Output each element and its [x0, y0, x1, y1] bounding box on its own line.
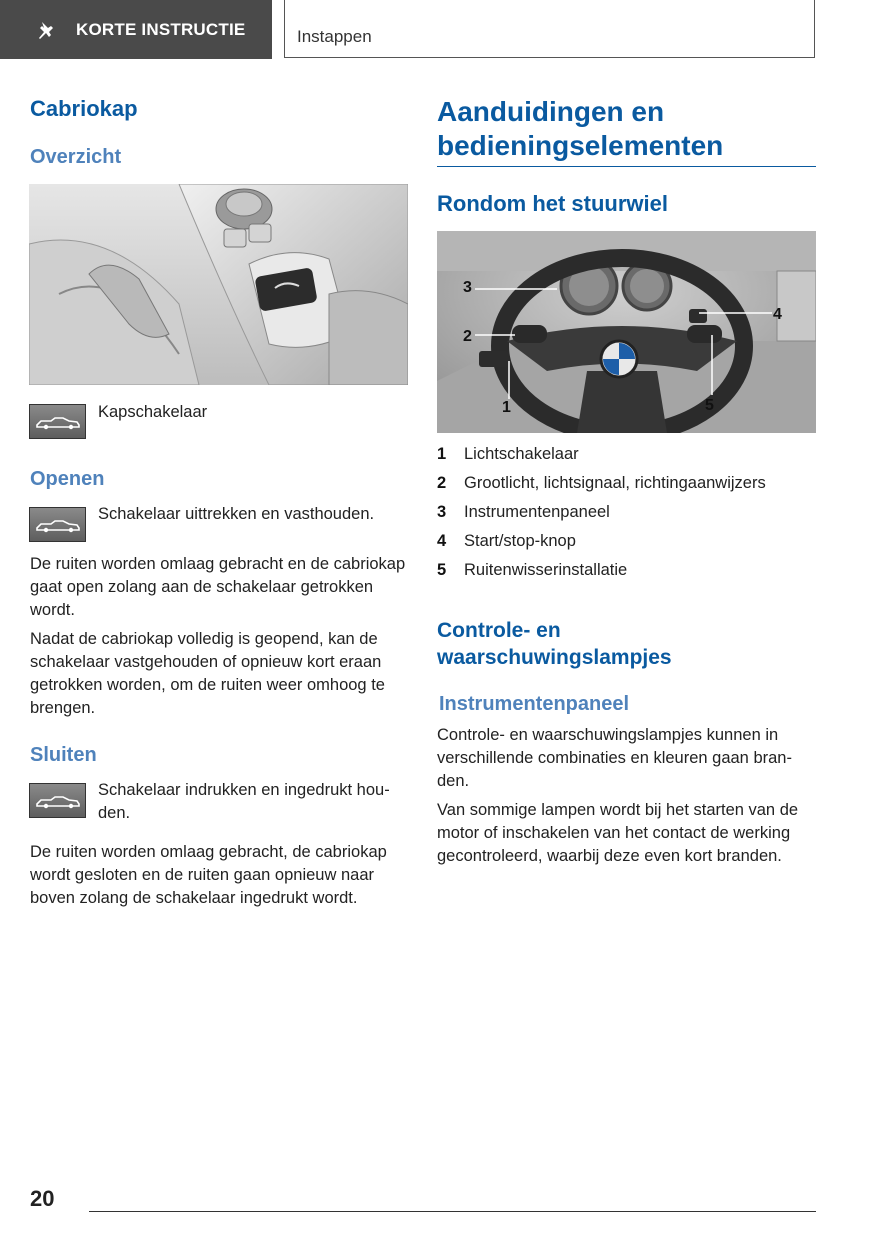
convertible-car-icon: [35, 517, 81, 533]
legend-item: [437, 556, 817, 585]
close-heading: Sluiten: [30, 744, 97, 766]
footer-rule: [89, 1211, 816, 1212]
legend-number: 3: [437, 503, 447, 521]
legend-label: Start/stop-knop: [464, 532, 576, 550]
legend-number: 2: [437, 474, 447, 492]
legend-number: 1: [437, 445, 447, 463]
callout-3: 3: [463, 279, 472, 296]
steering-legend: [437, 440, 817, 585]
instrument-panel-heading: Instrumentenpaneel: [439, 693, 630, 715]
section-label: KORTE INSTRUCTIE: [76, 19, 246, 39]
callout-5: 5: [705, 397, 714, 414]
open-paragraph-2: Nadat de cabriokap volledig is geopend, kan de schakelaar vastgehouden of opnieuw kort eraan getrokken worden, om de ruiten weer omhoog te brengen.: [30, 630, 385, 717]
console-illustration: [29, 184, 408, 385]
callout-4: 4: [773, 306, 782, 323]
title-rule: [437, 166, 816, 167]
lamps-paragraph-1: Controle- en waarschuwingslampjes kunnen in verschillende combinaties en kleuren gaan branden.: [437, 726, 792, 790]
open-heading: Openen: [30, 468, 105, 490]
callout-2: 2: [463, 328, 472, 345]
legend-item: [437, 469, 817, 498]
steering-heading: Rondom het stuurwiel: [437, 191, 668, 216]
lamps-heading: Controle- en waarschuwingslampjes: [437, 619, 672, 669]
chapter-label: Instappen: [297, 26, 372, 46]
open-instruction: Schakelaar uittrekken en vasthouden.: [98, 505, 375, 523]
legend-label: Ruitenwisserinstallatie: [464, 561, 628, 579]
legend-label: Lichtschakelaar: [464, 445, 579, 463]
open-paragraph-1: De ruiten worden omlaag gebracht en de cabriokap gaat open zolang aan de schakelaar getrokken wordt.: [30, 555, 406, 619]
convertible-car-icon: [35, 414, 81, 430]
convertible-icon-1: [29, 404, 86, 439]
pin-icon: [36, 19, 58, 41]
overview-heading: Overzicht: [30, 146, 122, 168]
convertible-car-icon: [35, 793, 81, 809]
callout-1: 1: [502, 399, 511, 416]
legend-label: Instrumentenpaneel: [464, 503, 610, 521]
switch-caption: Kapschakelaar: [98, 403, 208, 421]
legend-item: [437, 440, 817, 469]
steering-illustration: [437, 231, 816, 433]
close-instruction: Schakelaar indrukken en ingedrukt houden.: [98, 781, 390, 822]
page-number: 20: [30, 1186, 55, 1211]
chapter-box: [284, 0, 815, 58]
section-tab: [0, 0, 272, 59]
lamps-paragraph-2: Van sommige lampen wordt bij het starten van de motor of inschakelen van het contact de werking gecontroleerd, waarbij deze even kort branden.: [437, 801, 799, 865]
console-photo: [29, 184, 408, 385]
legend-number: 5: [437, 561, 447, 579]
cabriokap-title: Cabriokap: [30, 96, 138, 121]
legend-label: Grootlicht, lichtsignaal, richtingaanwijzers: [464, 474, 766, 492]
legend-item: [437, 498, 817, 527]
steering-photo: [437, 231, 816, 433]
legend-item: [437, 527, 817, 556]
close-paragraph: De ruiten worden omlaag gebracht, de cabriokap wordt gesloten en de ruiten gaan opnieuw naar boven zolang de schakelaar ingedrukt wordt.: [30, 843, 387, 907]
convertible-icon-3: [29, 783, 86, 818]
controls-title: Aanduidingen en bedieningselementen: [437, 96, 724, 161]
legend-number: 4: [437, 532, 447, 550]
convertible-icon-2: [29, 507, 86, 542]
